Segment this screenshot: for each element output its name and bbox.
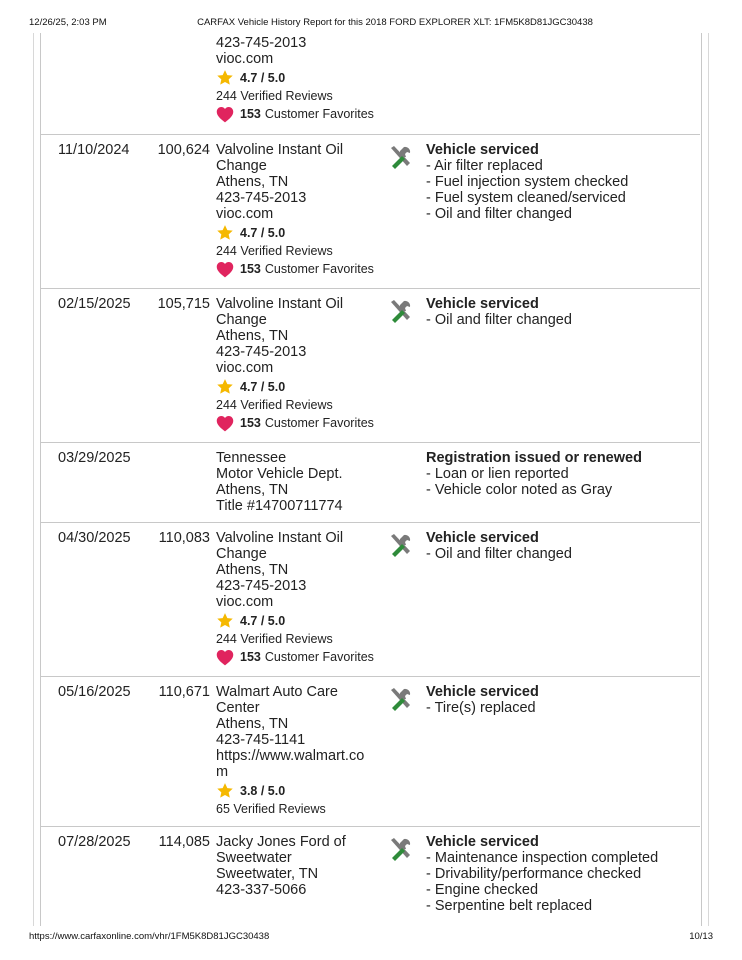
detail-item: - Oil and filter changed (426, 546, 696, 562)
source-name: Valvoline Instant Oil (216, 530, 344, 546)
record-details (426, 834, 696, 914)
record-date: 02/15/2025 (58, 296, 131, 312)
print-timestamp: 12/26/25, 2:03 PM (29, 17, 107, 28)
star-icon (216, 782, 234, 800)
detail-item: - Oil and filter changed (426, 206, 696, 222)
source-phone: 423-745-2013 (216, 35, 307, 51)
record-date: 11/10/2024 (58, 142, 130, 158)
customer-favorites (216, 105, 381, 123)
rating-value: 3.8 / 5.0 (240, 784, 286, 798)
record-odometer: 110,083 (158, 530, 210, 546)
record-title: Registration issued or renewed (426, 450, 642, 466)
detail-item: - Vehicle color noted as Gray (426, 482, 696, 498)
customer-favorites (216, 648, 381, 666)
source-website[interactable]: vioc.com (216, 594, 274, 610)
detail-item: - Serpentine belt replaced (426, 898, 696, 914)
favorites-count: 153 (240, 262, 261, 276)
verified-reviews[interactable]: 244 Verified Reviews (216, 244, 333, 258)
source-phone: 423-337-5066 (216, 882, 307, 898)
source-name: Center (216, 700, 260, 716)
source-name: Valvoline Instant Oil (216, 296, 344, 312)
source-block (216, 296, 381, 432)
record-title: Vehicle serviced (426, 530, 539, 546)
page-number: 10/13 (689, 931, 713, 942)
source-phone: 423-745-2013 (216, 578, 307, 594)
record-title: Vehicle serviced (426, 142, 539, 158)
favorites-label: Customer Favorites (264, 262, 374, 276)
source-block (216, 530, 381, 666)
rating (216, 782, 381, 800)
rating-value: 4.7 / 5.0 (240, 614, 286, 628)
record-date: 05/16/2025 (58, 684, 131, 700)
detail-item: - Drivability/performance checked (426, 866, 696, 882)
favorites-label: Customer Favorites (264, 107, 374, 121)
source-block (216, 450, 381, 514)
favorites-label: Customer Favorites (264, 650, 374, 664)
wrench-screwdriver-icon (388, 686, 414, 712)
star-icon (216, 612, 234, 630)
detail-item: - Maintenance inspection completed (426, 850, 696, 866)
favorites-count: 153 (240, 416, 261, 430)
history-row (41, 442, 700, 523)
heart-icon (216, 649, 234, 666)
record-date: 04/30/2025 (58, 530, 131, 546)
history-row (41, 826, 700, 927)
source-website[interactable]: https://www.walmart.co (216, 748, 365, 764)
print-header (0, 17, 742, 31)
record-date: 03/29/2025 (58, 450, 131, 466)
verified-reviews[interactable]: 65 Verified Reviews (216, 802, 326, 816)
source-phone: 423-745-1141 (216, 732, 306, 748)
source-name: Valvoline Instant Oil (216, 142, 344, 158)
source-location: Athens, TN (216, 562, 289, 578)
history-row (41, 522, 700, 677)
customer-favorites (216, 414, 381, 432)
rating (216, 378, 381, 396)
record-odometer: 114,085 (158, 834, 210, 850)
record-details (426, 684, 696, 716)
record-title: Vehicle serviced (426, 684, 539, 700)
rating (216, 69, 381, 87)
source-name: Tennessee (216, 450, 287, 466)
source-name: Sweetwater (216, 850, 292, 866)
rating-value: 4.7 / 5.0 (240, 380, 286, 394)
verified-reviews[interactable]: 244 Verified Reviews (216, 89, 333, 103)
star-icon (216, 69, 234, 87)
history-row (41, 676, 700, 827)
history-row (41, 288, 700, 443)
source-name: Motor Vehicle Dept. (216, 466, 343, 482)
source-block (216, 684, 381, 818)
star-icon (216, 224, 234, 242)
source-location: Athens, TN (216, 328, 289, 344)
customer-favorites (216, 260, 381, 278)
source-website[interactable]: vioc.com (216, 206, 274, 222)
source-title-number: Title #14700711774 (216, 498, 343, 514)
verified-reviews[interactable]: 244 Verified Reviews (216, 632, 333, 646)
source-name: Change (216, 312, 267, 328)
detail-item: - Fuel system cleaned/serviced (426, 190, 696, 206)
record-odometer: 100,624 (157, 142, 210, 158)
record-title: Vehicle serviced (426, 296, 539, 312)
wrench-screwdriver-icon (388, 532, 414, 558)
history-row-partial (41, 33, 700, 134)
detail-item: - Air filter replaced (426, 158, 696, 174)
history-row (41, 134, 700, 289)
source-block (216, 35, 381, 123)
rating (216, 224, 381, 242)
print-title: CARFAX Vehicle History Report for this 2018 FORD EXPLORER XLT: 1FM5K8D81JGC30438 (197, 17, 593, 28)
source-name: Change (216, 158, 267, 174)
record-details (426, 450, 696, 498)
source-block (216, 142, 381, 278)
rating-value: 4.7 / 5.0 (240, 71, 286, 85)
rating (216, 612, 381, 630)
print-footer (0, 931, 742, 945)
wrench-screwdriver-icon (388, 836, 414, 862)
record-details (426, 296, 696, 328)
source-location: Athens, TN (216, 482, 289, 498)
source-block (216, 834, 381, 898)
heart-icon (216, 261, 234, 278)
detail-item: - Loan or lien reported (426, 466, 696, 482)
rating-value: 4.7 / 5.0 (240, 226, 286, 240)
source-name: Jacky Jones Ford of (216, 834, 346, 850)
detail-item: - Oil and filter changed (426, 312, 696, 328)
favorites-count: 153 (240, 107, 261, 121)
favorites-count: 153 (240, 650, 261, 664)
star-icon (216, 378, 234, 396)
favorites-label: Customer Favorites (264, 416, 374, 430)
verified-reviews[interactable]: 244 Verified Reviews (216, 398, 333, 412)
source-name: Walmart Auto Care (216, 684, 338, 700)
source-name: Change (216, 546, 267, 562)
print-url[interactable]: https://www.carfaxonline.com/vhr/1FM5K8D81JGC30438 (29, 931, 270, 942)
wrench-screwdriver-icon (388, 298, 414, 324)
source-location: Sweetwater, TN (216, 866, 319, 882)
wrench-screwdriver-icon (388, 144, 414, 170)
source-location: Athens, TN (216, 716, 289, 732)
source-website[interactable]: vioc.com (216, 51, 274, 67)
source-website[interactable]: m (216, 764, 229, 780)
source-phone: 423-745-2013 (216, 190, 307, 206)
record-odometer: 105,715 (157, 296, 210, 312)
source-phone: 423-745-2013 (216, 344, 307, 360)
detail-item: - Tire(s) replaced (426, 700, 696, 716)
record-odometer: 110,671 (158, 684, 210, 700)
heart-icon (216, 106, 234, 123)
record-title: Vehicle serviced (426, 834, 539, 850)
record-date: 07/28/2025 (58, 834, 131, 850)
record-details (426, 142, 696, 222)
detail-item: - Engine checked (426, 882, 696, 898)
detail-item: - Fuel injection system checked (426, 174, 696, 190)
heart-icon (216, 415, 234, 432)
source-location: Athens, TN (216, 174, 289, 190)
record-details (426, 530, 696, 562)
source-website[interactable]: vioc.com (216, 360, 274, 376)
